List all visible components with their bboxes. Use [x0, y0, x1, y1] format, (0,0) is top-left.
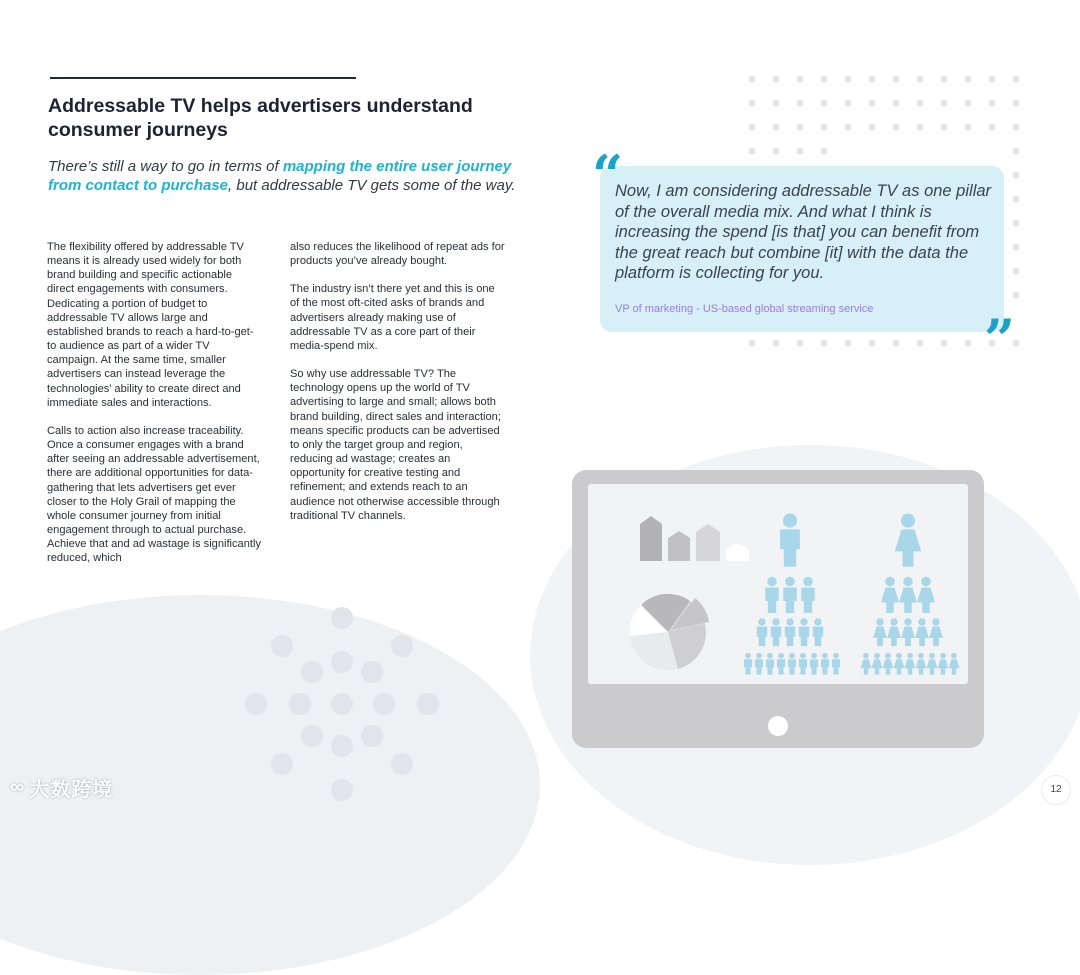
- watermark-logo-icon: ∞: [10, 776, 26, 798]
- page-title-line2: consumer journeys: [48, 119, 228, 141]
- top-rule: [50, 77, 356, 79]
- body-paragraph: The industry isn’t there yet and this is one of the most oft-cited asks of brands and advertisers already making use of addressable TV as a core part of their media-spend mix.: [290, 283, 495, 352]
- page-title: [48, 94, 518, 142]
- body-column-1: [47, 240, 262, 579]
- body-paragraph: Calls to action also increase traceability. Once a consumer engages with a brand after seeing an addressable advertisement, there are additional opportunities for data-gathering that lets advertisers get ever closer to the Holy Grail of mapping the whole consumer journey from initial engagement through to actual purchase. Achieve that and ad wastage is significantly reduced, which: [47, 424, 261, 565]
- close-quote-icon: ”: [984, 307, 1016, 371]
- page-title-line1: Addressable TV helps advertisers understand: [48, 95, 473, 117]
- page-number: 12: [1042, 776, 1070, 804]
- body-column-2: [290, 240, 505, 537]
- monitor-illustration: [572, 470, 984, 750]
- body-paragraph: The flexibility offered by addressable TV means it is already used widely for both brand building and specific actionable direct engagements with consumers. Dedicating a portion of budget to addressable TV allows large and established brands to reach a hard-to-get-to audience as part of a wider TV campaign. At the same time, smaller advertisers can instead leverage the technologies’ ability to create direct and immediate sales and interactions.: [47, 241, 254, 409]
- intro-text: [48, 158, 518, 195]
- quote-text: Now, I am considering addressable TV as one pillar of the overall media mix. And what I think is increasing the spend [is that] you can benefit from the great reach but combine [it] with the data the platform is collecting for you.: [615, 182, 992, 283]
- intro-after: , but addressable TV gets some of the way.: [228, 176, 516, 194]
- intro-before: There’s still a way to go in terms of: [48, 158, 283, 175]
- watermark: [10, 773, 113, 802]
- decorative-circle-cluster: [240, 600, 450, 810]
- intro-highlight: mapping the entire user journey from contact to purchase: [48, 158, 512, 194]
- watermark-text: 大数跨境: [29, 779, 114, 801]
- open-quote-icon: “: [592, 143, 624, 207]
- body-paragraph: also reduces the likelihood of repeat ads for products you’ve already bought.: [290, 241, 505, 268]
- monitor-icon: [572, 470, 984, 750]
- quote-attribution: VP of marketing - US-based global streaming service: [615, 303, 874, 315]
- body-paragraph: So why use addressable TV? The technology opens up the world of TV advertising to large and small; allows both brand building, direct sales and interaction; means specific products can be advertised to only the target group and region, reducing ad wastage; creates an opportunity for creative testing and refinement; and extends reach to an audience not otherwise accessible through traditional TV channels.: [290, 368, 501, 522]
